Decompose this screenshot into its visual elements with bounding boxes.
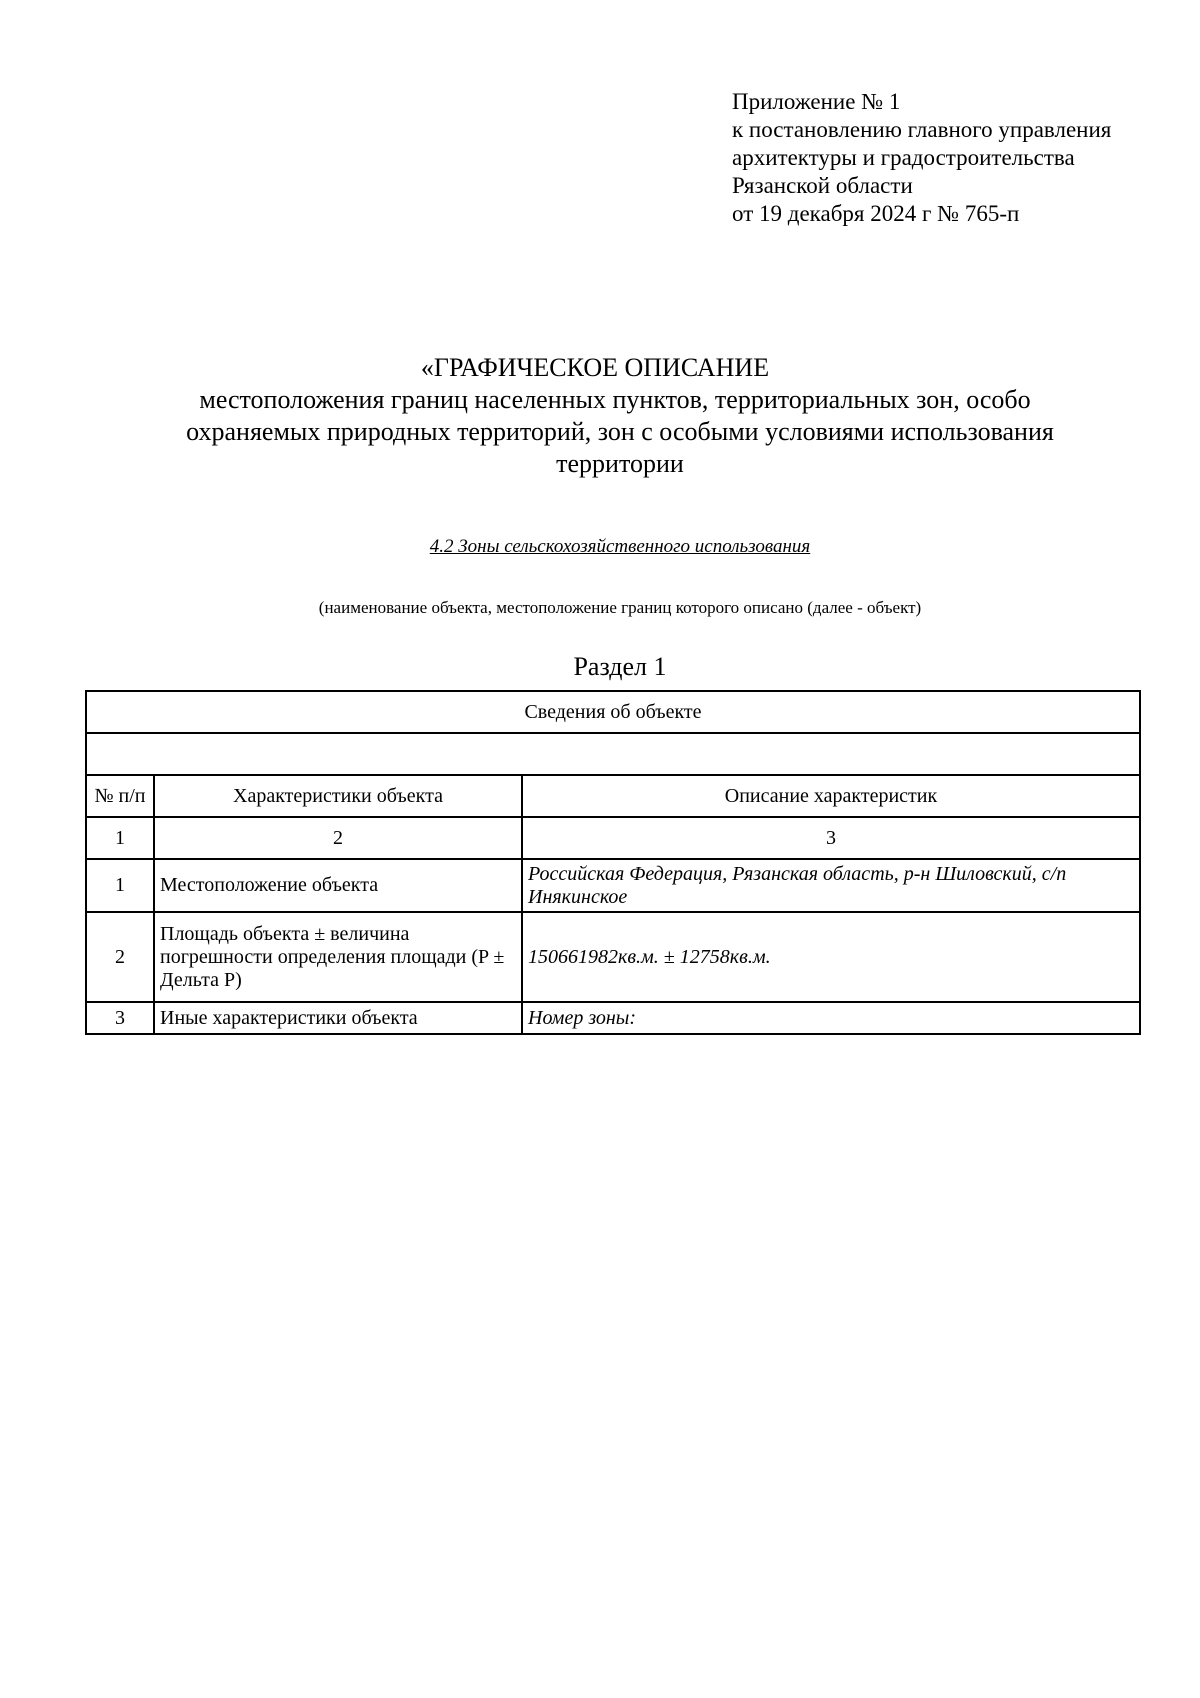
appendix-header <box>732 88 1111 228</box>
column-number: 1 <box>86 817 154 859</box>
appendix-line: Рязанской области <box>732 173 913 198</box>
table-row <box>86 1002 1140 1034</box>
appendix-line: от 19 декабря 2024 г № 765-п <box>732 201 1020 226</box>
table-caption-row <box>86 691 1140 733</box>
table-column-numbers-row <box>86 817 1140 859</box>
column-number: 2 <box>154 817 522 859</box>
row-characteristic: Местоположение объекта <box>154 859 522 912</box>
document-title-main: «ГРАФИЧЕСКОЕ ОПИСАНИЕ <box>420 353 770 382</box>
document-title-line: местоположения границ населенных пунктов, территориальных зон, особо <box>199 385 1031 414</box>
row-num: 2 <box>86 912 154 1002</box>
document-title-line: территории <box>556 449 684 478</box>
header-num: № п/п <box>86 775 154 817</box>
object-info-table <box>85 690 1141 1035</box>
document-title <box>120 352 1120 480</box>
row-description: Номер зоны: <box>522 1002 1140 1034</box>
row-characteristic: Иные характеристики объекта <box>154 1002 522 1034</box>
row-description: Российская Федерация, Рязанская область, р-н Шиловский, с/п Инякинское <box>522 859 1140 912</box>
table-empty-cell <box>86 733 1140 775</box>
header-description: Описание характеристик <box>522 775 1140 817</box>
table-header-row <box>86 775 1140 817</box>
document-title-line: охраняемых природных территорий, зон с особыми условиями использования <box>186 417 1054 446</box>
zone-name-text: 4.2 Зоны сельскохозяйственного использования <box>429 536 811 557</box>
header-characteristic: Характеристики объекта <box>154 775 522 817</box>
row-description: 150661982кв.м. ± 12758кв.м. <box>522 912 1140 1002</box>
table-empty-row <box>86 733 1140 775</box>
appendix-line: архитектуры и градостроительства <box>732 145 1075 170</box>
zone-name <box>120 536 1120 558</box>
section-title: Раздел 1 <box>573 652 667 681</box>
column-number: 3 <box>522 817 1140 859</box>
object-caption: (наименование объекта, местоположение границ которого описано (далее - объект) <box>318 598 922 617</box>
table-row <box>86 859 1140 912</box>
row-num: 3 <box>86 1002 154 1034</box>
row-characteristic: Площадь объекта ± величина погрешности определения площади (P ± Дельта P) <box>154 912 522 1002</box>
appendix-line: Приложение № 1 <box>732 89 901 114</box>
appendix-line: к постановлению главного управления <box>732 117 1112 142</box>
table-caption: Сведения об объекте <box>86 691 1140 733</box>
table-row <box>86 912 1140 1002</box>
row-num: 1 <box>86 859 154 912</box>
